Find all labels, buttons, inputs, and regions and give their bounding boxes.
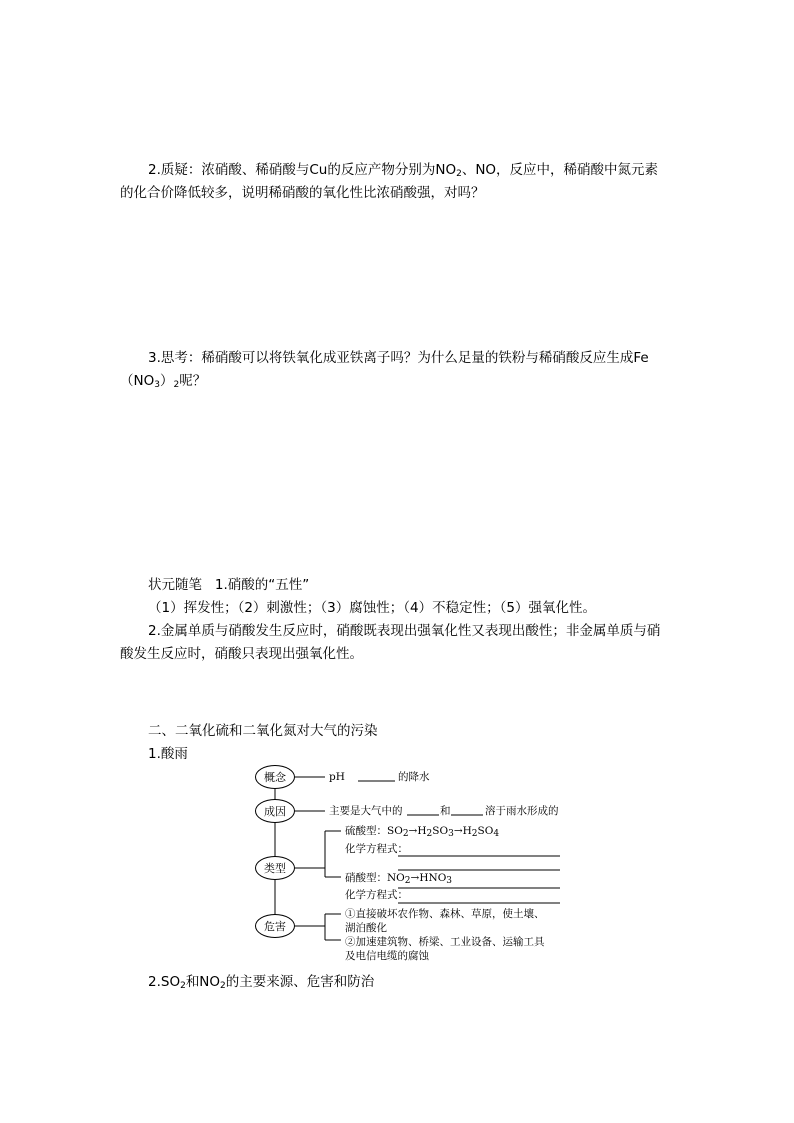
- equation-label-2: 化学方程式：: [345, 889, 408, 901]
- arrow-icon: →: [408, 825, 418, 837]
- type1-sub3: 3: [448, 829, 454, 839]
- type1-sub4: 2: [471, 829, 478, 839]
- q2-text-b: 、NO，反应中，稀硝酸中氮元素: [461, 162, 659, 178]
- type1-end: H: [462, 825, 472, 837]
- sub2-text-c: 的主要来源、危害和防治: [225, 974, 375, 990]
- concept-text-b: 的降水: [398, 771, 430, 783]
- node-harm: 危害: [255, 914, 295, 938]
- question-2-line-2: 的化合价降低较多，说明稀硝酸的氧化性比浓硝酸强，对吗？: [120, 185, 485, 201]
- concept-text-a: pH: [329, 771, 345, 783]
- cause-text-a: 主要是大气中的: [329, 805, 403, 817]
- harm-1-line-2: 湖泊酸化: [345, 922, 387, 934]
- q2-text-a: 2.质疑：浓硝酸、稀硝酸与Cu的反应产物分别为NO: [148, 162, 457, 178]
- node-concept: 概念: [255, 765, 295, 789]
- sub2-text-a: 2.SO: [148, 974, 181, 990]
- node-type: 类型: [255, 856, 295, 880]
- acid-rain-diagram: [255, 765, 575, 965]
- notes-line-1: [148, 575, 309, 595]
- type2-sub1: 2: [404, 876, 411, 886]
- q3-sub-1: 3: [154, 380, 160, 390]
- diagram-connectors: [255, 765, 575, 965]
- type1-mid: H: [417, 825, 427, 837]
- type1-mid2: SO: [432, 825, 449, 837]
- sub2-sub1: 2: [180, 981, 186, 991]
- notes-title: 状元随笔: [148, 577, 202, 593]
- type1-sub5: 4: [493, 829, 500, 839]
- harm-2-line-1: ②加速建筑物、桥梁、工业设备、运输工具: [345, 936, 545, 948]
- sub2-sub2: 2: [220, 981, 226, 991]
- type1-sub1: 2: [402, 829, 409, 839]
- type2-a: 硝酸型：NO: [345, 872, 405, 884]
- q3-text-a: （NO: [120, 373, 155, 389]
- type-nitric: [345, 872, 452, 885]
- arrow-icon: →: [453, 825, 463, 837]
- type2-sub2: 3: [446, 876, 453, 886]
- arrow-icon: →: [410, 872, 420, 884]
- notes-item-2-line-2: 酸发生反应时，硝酸只表现出强氧化性。: [120, 646, 363, 662]
- q3-text-c: 呢？: [179, 373, 207, 389]
- harm-2-line-2: 及电信电缆的腐蚀: [345, 950, 429, 962]
- cause-text-b: 和: [440, 805, 451, 817]
- type1-a: 硫酸型：SO: [345, 825, 403, 837]
- sub2-text-b: 和NO: [185, 974, 221, 990]
- question-2-line-1: [148, 160, 658, 180]
- equation-label-1: 化学方程式：: [345, 843, 408, 855]
- type1-sub2: 2: [426, 829, 433, 839]
- notes-item-1-detail: （1）挥发性；（2）刺激性；（3）腐蚀性；（4）不稳定性；（5）强氧化性。: [148, 600, 596, 616]
- harm-1-line-1: ①直接破坏农作物、森林、草原，使土壤、: [345, 908, 545, 920]
- notes-item-2-line-1: 2.金属单质与硝酸发生反应时，硝酸既表现出强氧化性又表现出酸性；非金属单质与硝: [148, 623, 661, 639]
- question-3-line-2: [120, 371, 206, 391]
- node-cause: 成因: [255, 799, 295, 823]
- type1-end2: SO: [477, 825, 494, 837]
- q2-sub: 2: [456, 169, 462, 179]
- q3-text-b: ）: [159, 373, 174, 389]
- subsection-1-heading: 1.酸雨: [148, 746, 188, 762]
- type-sulfuric: [345, 825, 499, 838]
- cause-text-c: 溶于雨水形成的: [485, 805, 559, 817]
- q3-sub-2: 2: [173, 380, 180, 390]
- section-heading: 二、二氧化硫和二氧化氮对大气的污染: [148, 723, 378, 739]
- type2-end: HNO: [419, 872, 447, 884]
- subsection-2-heading: [148, 972, 374, 992]
- question-3-line-1: 3.思考：稀硝酸可以将铁氧化成亚铁离子吗？为什么足量的铁粉与稀硝酸反应生成Fe: [148, 350, 649, 366]
- notes-item-1: 1.硝酸的“五性”: [214, 577, 310, 593]
